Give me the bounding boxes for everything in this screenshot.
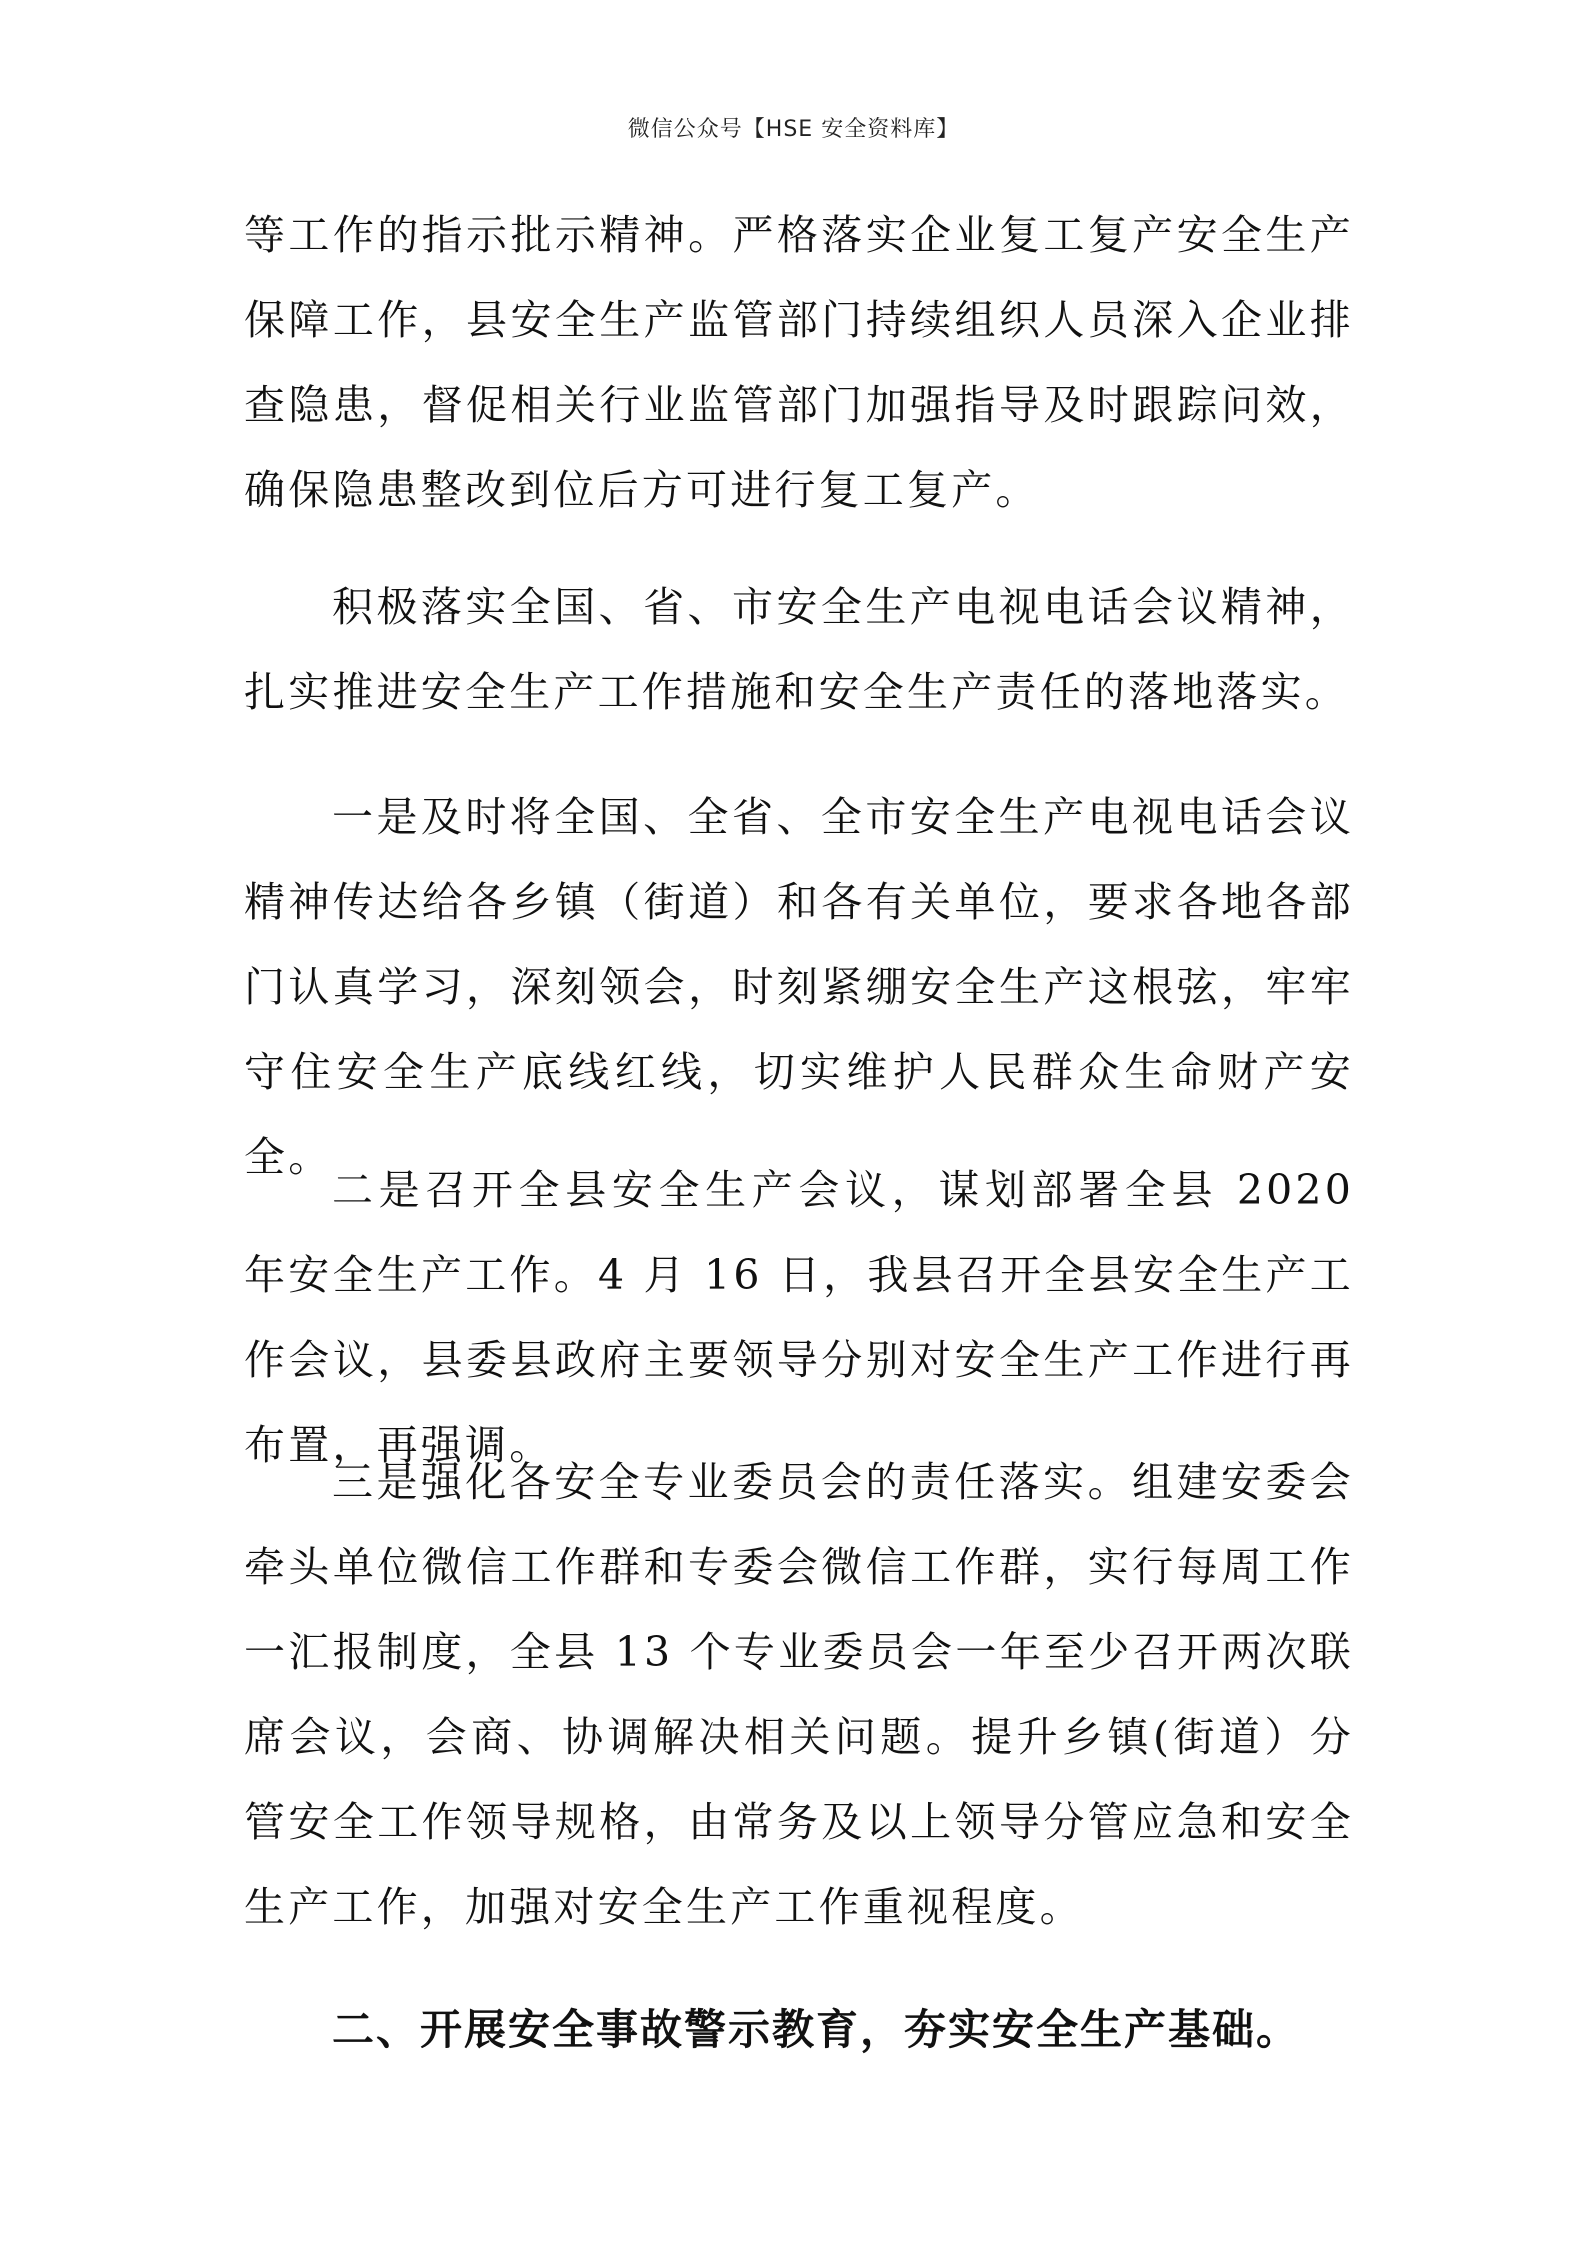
paragraph-item-three: 三是强化各安全专业委员会的责任落实。组建安委会牵头单位微信工作群和专委会微信工作群，实行每周工作一汇报制度，全县 13 个专业委员会一年至少召开两次联席会议，会商、协调解决相关问题。提升乡镇(街道）分管安全工作领导规格，由常务及以上领导分管应急和安全生产工作，加强对安全生产工作重视程度。 [244, 1458, 1354, 1931]
paragraph-meeting-spirit: 积极落实全国、省、市安全生产电视电话会议精神，扎实推进安全生产工作措施和安全生产责任的落地落实。 [244, 583, 1354, 716]
section-heading: 二、开展安全事故警示教育，夯实安全生产基础。 [332, 2005, 1301, 2054]
paragraph-item-one: 一是及时将全国、全省、全市安全生产电视电话会议精神传达给各乡镇（街道）和各有关单位，要求各地各部门认真学习，深刻领会，时刻紧绷安全生产这根弦，牢牢守住安全生产底线红线，切实维护人民群众生命财产安全。 [244, 793, 1354, 1181]
paragraph-continuation: 等工作的指示批示精神。严格落实企业复工复产安全生产保障工作，县安全生产监管部门持续组织人员深入企业排查隐患，督促相关行业监管部门加强指导及时跟踪问效，确保隐患整改到位后方可进行复工复产。 [244, 211, 1354, 514]
page-header-source: 微信公众号【HSE 安全资料库】 [627, 117, 960, 142]
paragraph-item-two: 二是召开全县安全生产会议，谋划部署全县 2020 年安全生产工作。4 月 16 日，我县召开全县安全生产工作会议，县委县政府主要领导分别对安全生产工作进行再布置，再强调。 [244, 1166, 1354, 1469]
